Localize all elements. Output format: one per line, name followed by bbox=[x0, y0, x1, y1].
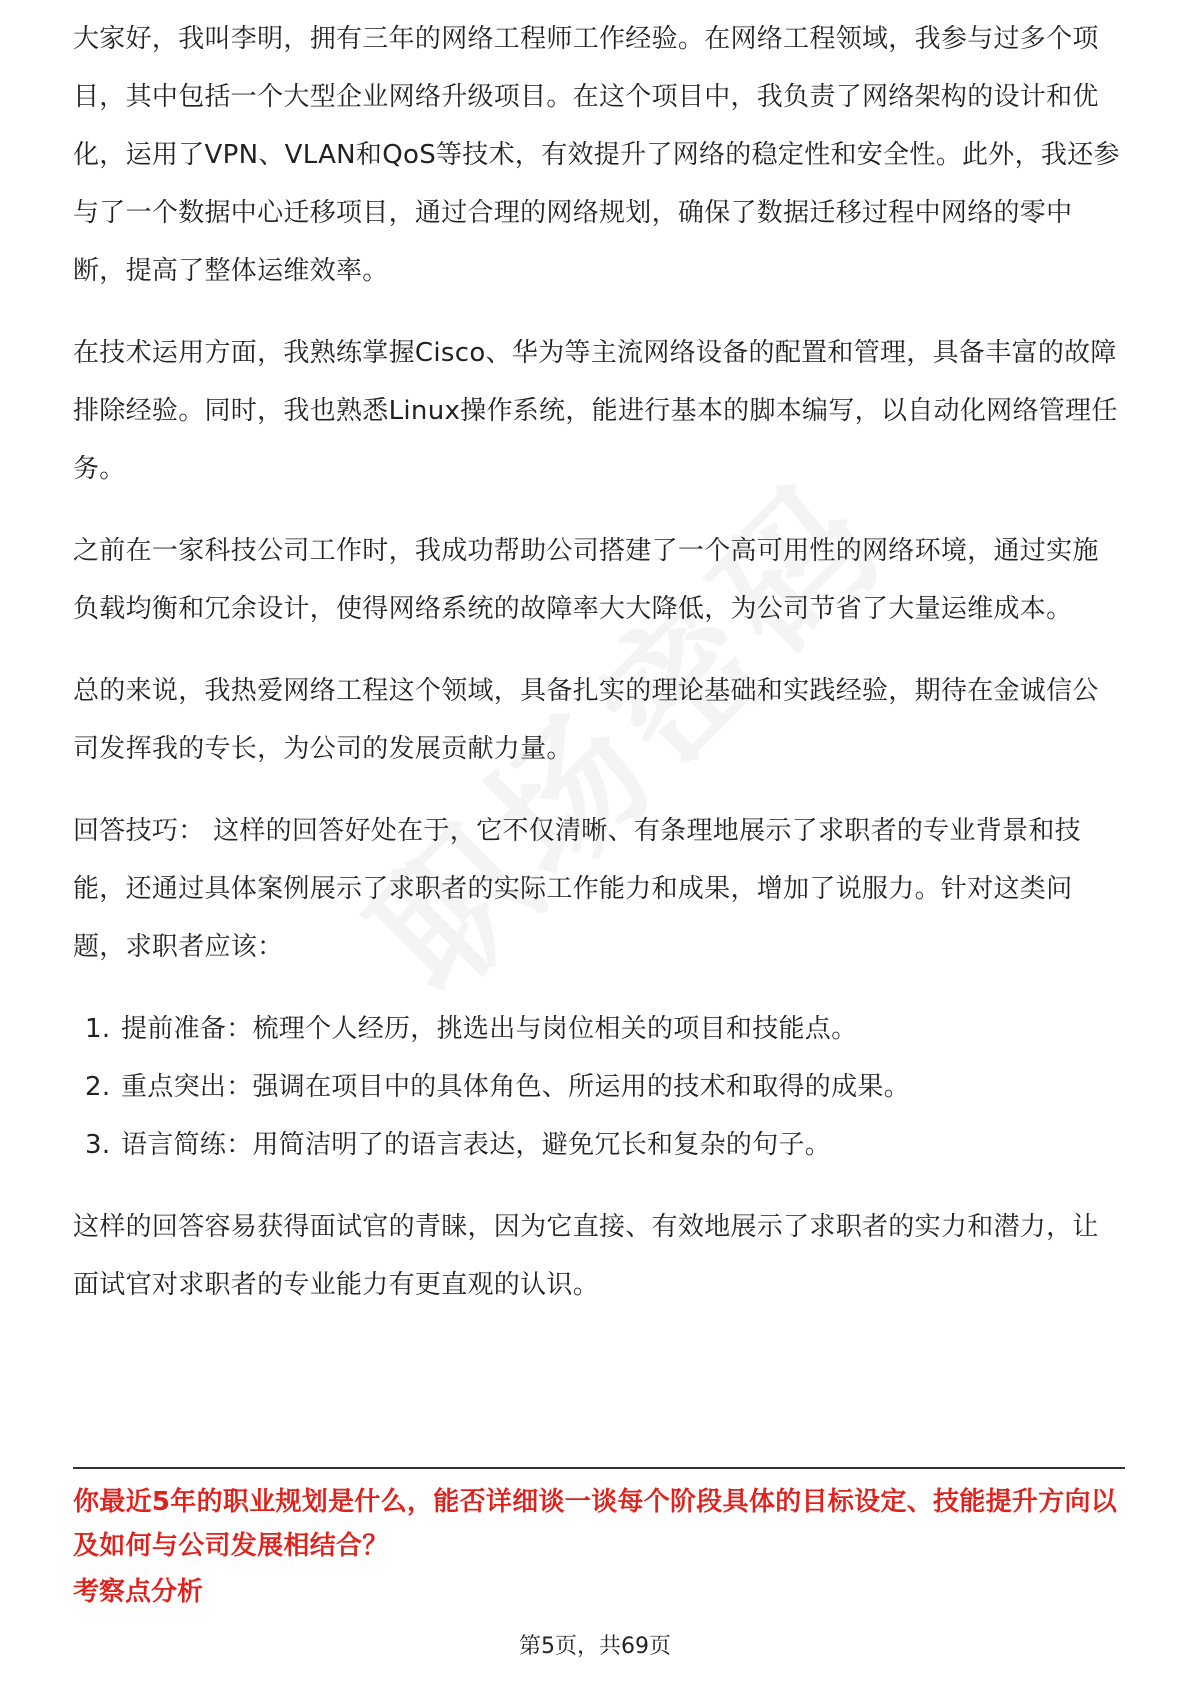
list-item-text: 语言简练：用简洁明了的语言表达，避免冗长和复杂的句子。 bbox=[121, 1130, 832, 1160]
answer-tips-intro: 回答技巧： 这样的回答好处在于，它不仅清晰、有条理地展示了求职者的专业背景和技能，还通过具体案例展示了求职者的实际工作能力和成果，增加了说服力。针对这类问题，求职者应该： bbox=[73, 816, 1081, 962]
list-item-number: 1. bbox=[85, 1014, 111, 1044]
list-item bbox=[85, 1116, 1123, 1174]
answer-paragraph-summary: 总的来说，我热爱网络工程这个领域，具备扎实的理论基础和实践经验，期待在金诚信公司发挥我的专长，为公司的发展贡献力量。 bbox=[73, 676, 1099, 764]
section-divider bbox=[73, 1467, 1125, 1469]
answer-content bbox=[73, 24, 1123, 1338]
answer-paragraph-intro: 大家好，我叫李明，拥有三年的网络工程师工作经验。在网络工程领域，我参与过多个项目，其中包括一个大型企业网络升级项目。在这个项目中，我负责了网络架构的设计和优化，运用了VPN、VLAN和QoS等技术，有效提升了网络的稳定性和安全性。此外，我还参与了一个数据中心迁移项目，通过合理的网络规划，确保了数据迁移过程中网络的零中断，提高了整体运维效率。 bbox=[73, 24, 1120, 286]
list-item bbox=[85, 1058, 1123, 1116]
list-item-text: 重点突出：强调在项目中的具体角色、所运用的技术和取得的成果。 bbox=[121, 1072, 911, 1102]
answer-paragraph-tech: 在技术运用方面，我熟练掌握Cisco、华为等主流网络设备的配置和管理，具备丰富的故障排除经验。同时，我也熟悉Linux操作系统，能进行基本的脚本编写，以自动化网络管理任务。 bbox=[73, 338, 1118, 484]
section-heading: 考察点分析 bbox=[73, 1577, 204, 1607]
list-item-number: 3. bbox=[85, 1130, 111, 1160]
answer-paragraph-experience: 之前在一家科技公司工作时，我成功帮助公司搭建了一个高可用性的网络环境，通过实施负载均衡和冗余设计，使得网络系统的故障率大大降低，为公司节省了大量运维成本。 bbox=[73, 536, 1099, 624]
question-title: 你最近5年的职业规划是什么，能否详细谈一谈每个阶段具体的目标设定、技能提升方向以及如何与公司发展相结合？ bbox=[73, 1487, 1118, 1561]
list-item bbox=[85, 1000, 1123, 1058]
list-item-number: 2. bbox=[85, 1072, 111, 1102]
list-item-text: 提前准备：梳理个人经历，挑选出与岗位相关的项目和技能点。 bbox=[121, 1014, 858, 1044]
tips-list bbox=[73, 1000, 1123, 1174]
answer-closing-paragraph: 这样的回答容易获得面试官的青睐，因为它直接、有效地展示了求职者的实力和潜力，让面试官对求职者的专业能力有更直观的认识。 bbox=[73, 1212, 1099, 1300]
page-number: 第5页，共69页 bbox=[519, 1634, 671, 1659]
